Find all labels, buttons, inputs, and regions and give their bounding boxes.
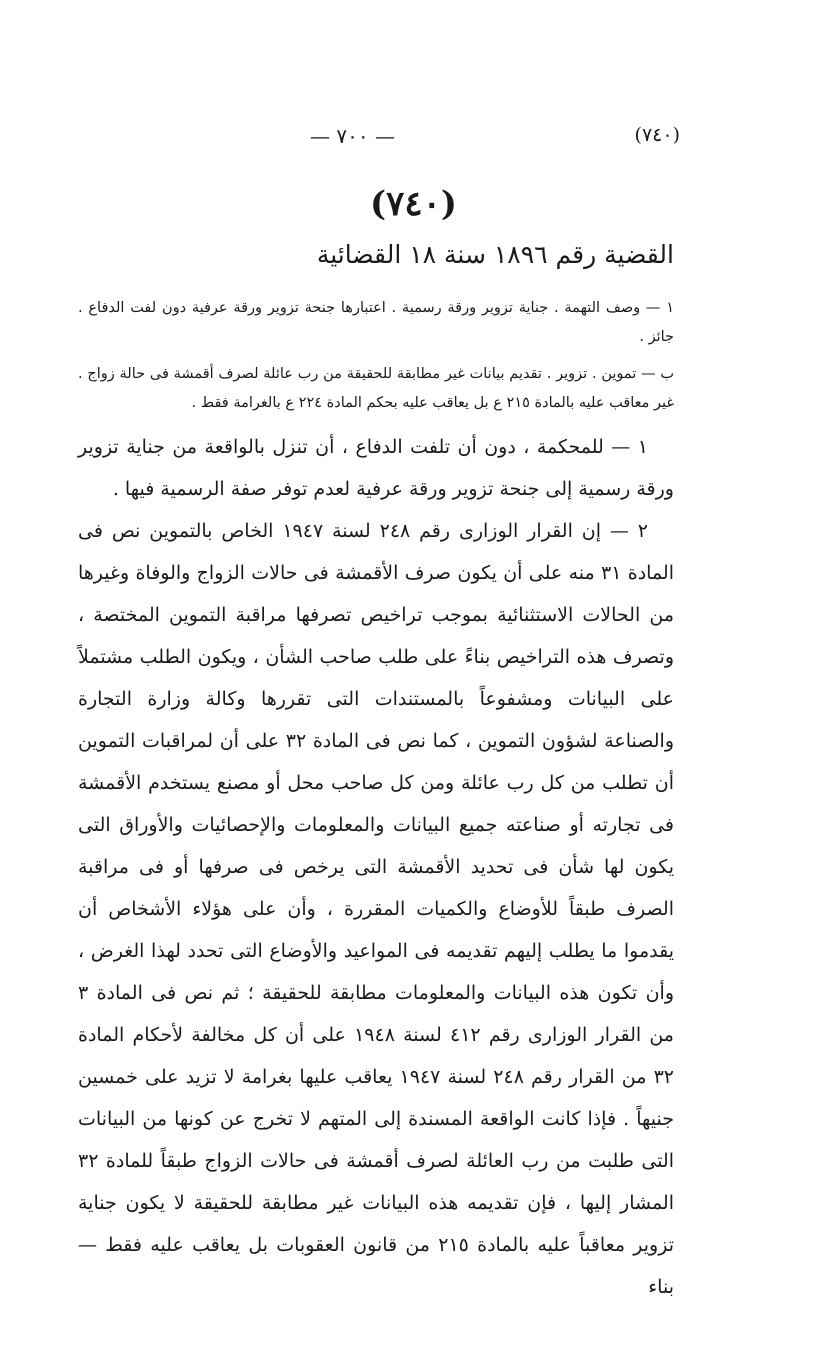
case-title: القضية رقم ١٨٩٦ سنة ١٨ القضائية xyxy=(316,240,674,269)
summary-point-1: ١ — وصف التهمة . جناية تزوير ورقة رسمية . اعتبارها جنحة تزوير ورقة عرفية دون لفت الدفاع . جائز . xyxy=(78,300,674,345)
ruling-paragraph-2: ٢ — إن القرار الوزارى رقم ٢٤٨ لسنة ١٩٤٧ الخاص بالتموين نص فى المادة ٣١ منه على أن يكون صرف الأقمشة فى حالات الزواج والوفاة وغيرها من الحالات الاستثنائية بموجب تراخيص تصرفها مراقبة التموين المختصة ، وتصرف هذه التراخيص بناءً على طلب صاحب الشأن ، ويكون الطلب مشتملاً على البيانات ومشفوعاً بالمستندات التى تقررها وكالة وزارة التجارة والصناعة لشؤون التموين ، كما نص فى المادة ٣٢ على أن لمراقبات التموين أن تطلب من كل رب عائلة ومن كل صاحب محل أو مصنع يستخدم الأقمشة فى تجارته أو صناعته جميع البيانات والمعلومات والإحصائيات والأوراق التى يكون لها شأن فى تحديد الأقمشة التى يرخص فى صرفها أو فى مراقبة الصرف طبقاً للأوضاع والكميات المقررة ، وأن على هؤلاء الأشخاص أن يقدموا ما يطلب إليهم تقديمه فى المواعيد والأوضاع التى تحدد لهذا الغرض ، وأن تكون هذه البيانات والمعلومات مطابقة للحقيقة ؛ ثم نص فى المادة ٣ من القرار الوزارى رقم ٤١٢ لسنة ١٩٤٨ على أن كل مخالفة لأحكام المادة ٣٢ من القرار رقم ٢٤٨ لسنة ١٩٤٧ يعاقب عليها بغرامة لا تزيد على خمسين جنيهاً . فإذا كانت الواقعة المسندة إلى المتهم لا تخرج عن كونها من البيانات التى طلبت من رب العائلة لصرف أقمشة فى حالات الزواج طبقاً للمادة ٣٢ المشار إليها ، فإن تقديمه هذه البيانات غير مطابقة للحقيقة لا يكون جناية تزوير معاقباً عليه بالمادة ٢١٥ من قانون العقوبات بل يعاقب عليه فقط — بناء xyxy=(78,520,675,1298)
header-case-reference: (٧٤٠) xyxy=(634,124,680,146)
summary-point-2: ب — تموين . تزوير . تقديم بيانات غير مطابقة للحقيقة من رب عائلة لصرف أقمشة فى حالة زواج . غير معاقب عليه بالمادة ٢١٥ ع بل يعاقب عليه بحكم المادة ٢٢٤ ع بالغرامة فقط . xyxy=(78,366,674,411)
document-body xyxy=(78,236,674,1308)
running-header xyxy=(90,124,680,158)
ruling-paragraph-1: ١ — للمحكمة ، دون أن تلفت الدفاع ، أن تنزل بالواقعة من جناية تزوير ورقة رسمية إلى جنحة تزوير ورقة عرفية لعدم توفر صفة الرسمية فيها . xyxy=(78,436,674,500)
case-number-heading: (٧٤٠) xyxy=(370,184,457,224)
page-number: — ٧٠٠ — xyxy=(310,124,395,148)
